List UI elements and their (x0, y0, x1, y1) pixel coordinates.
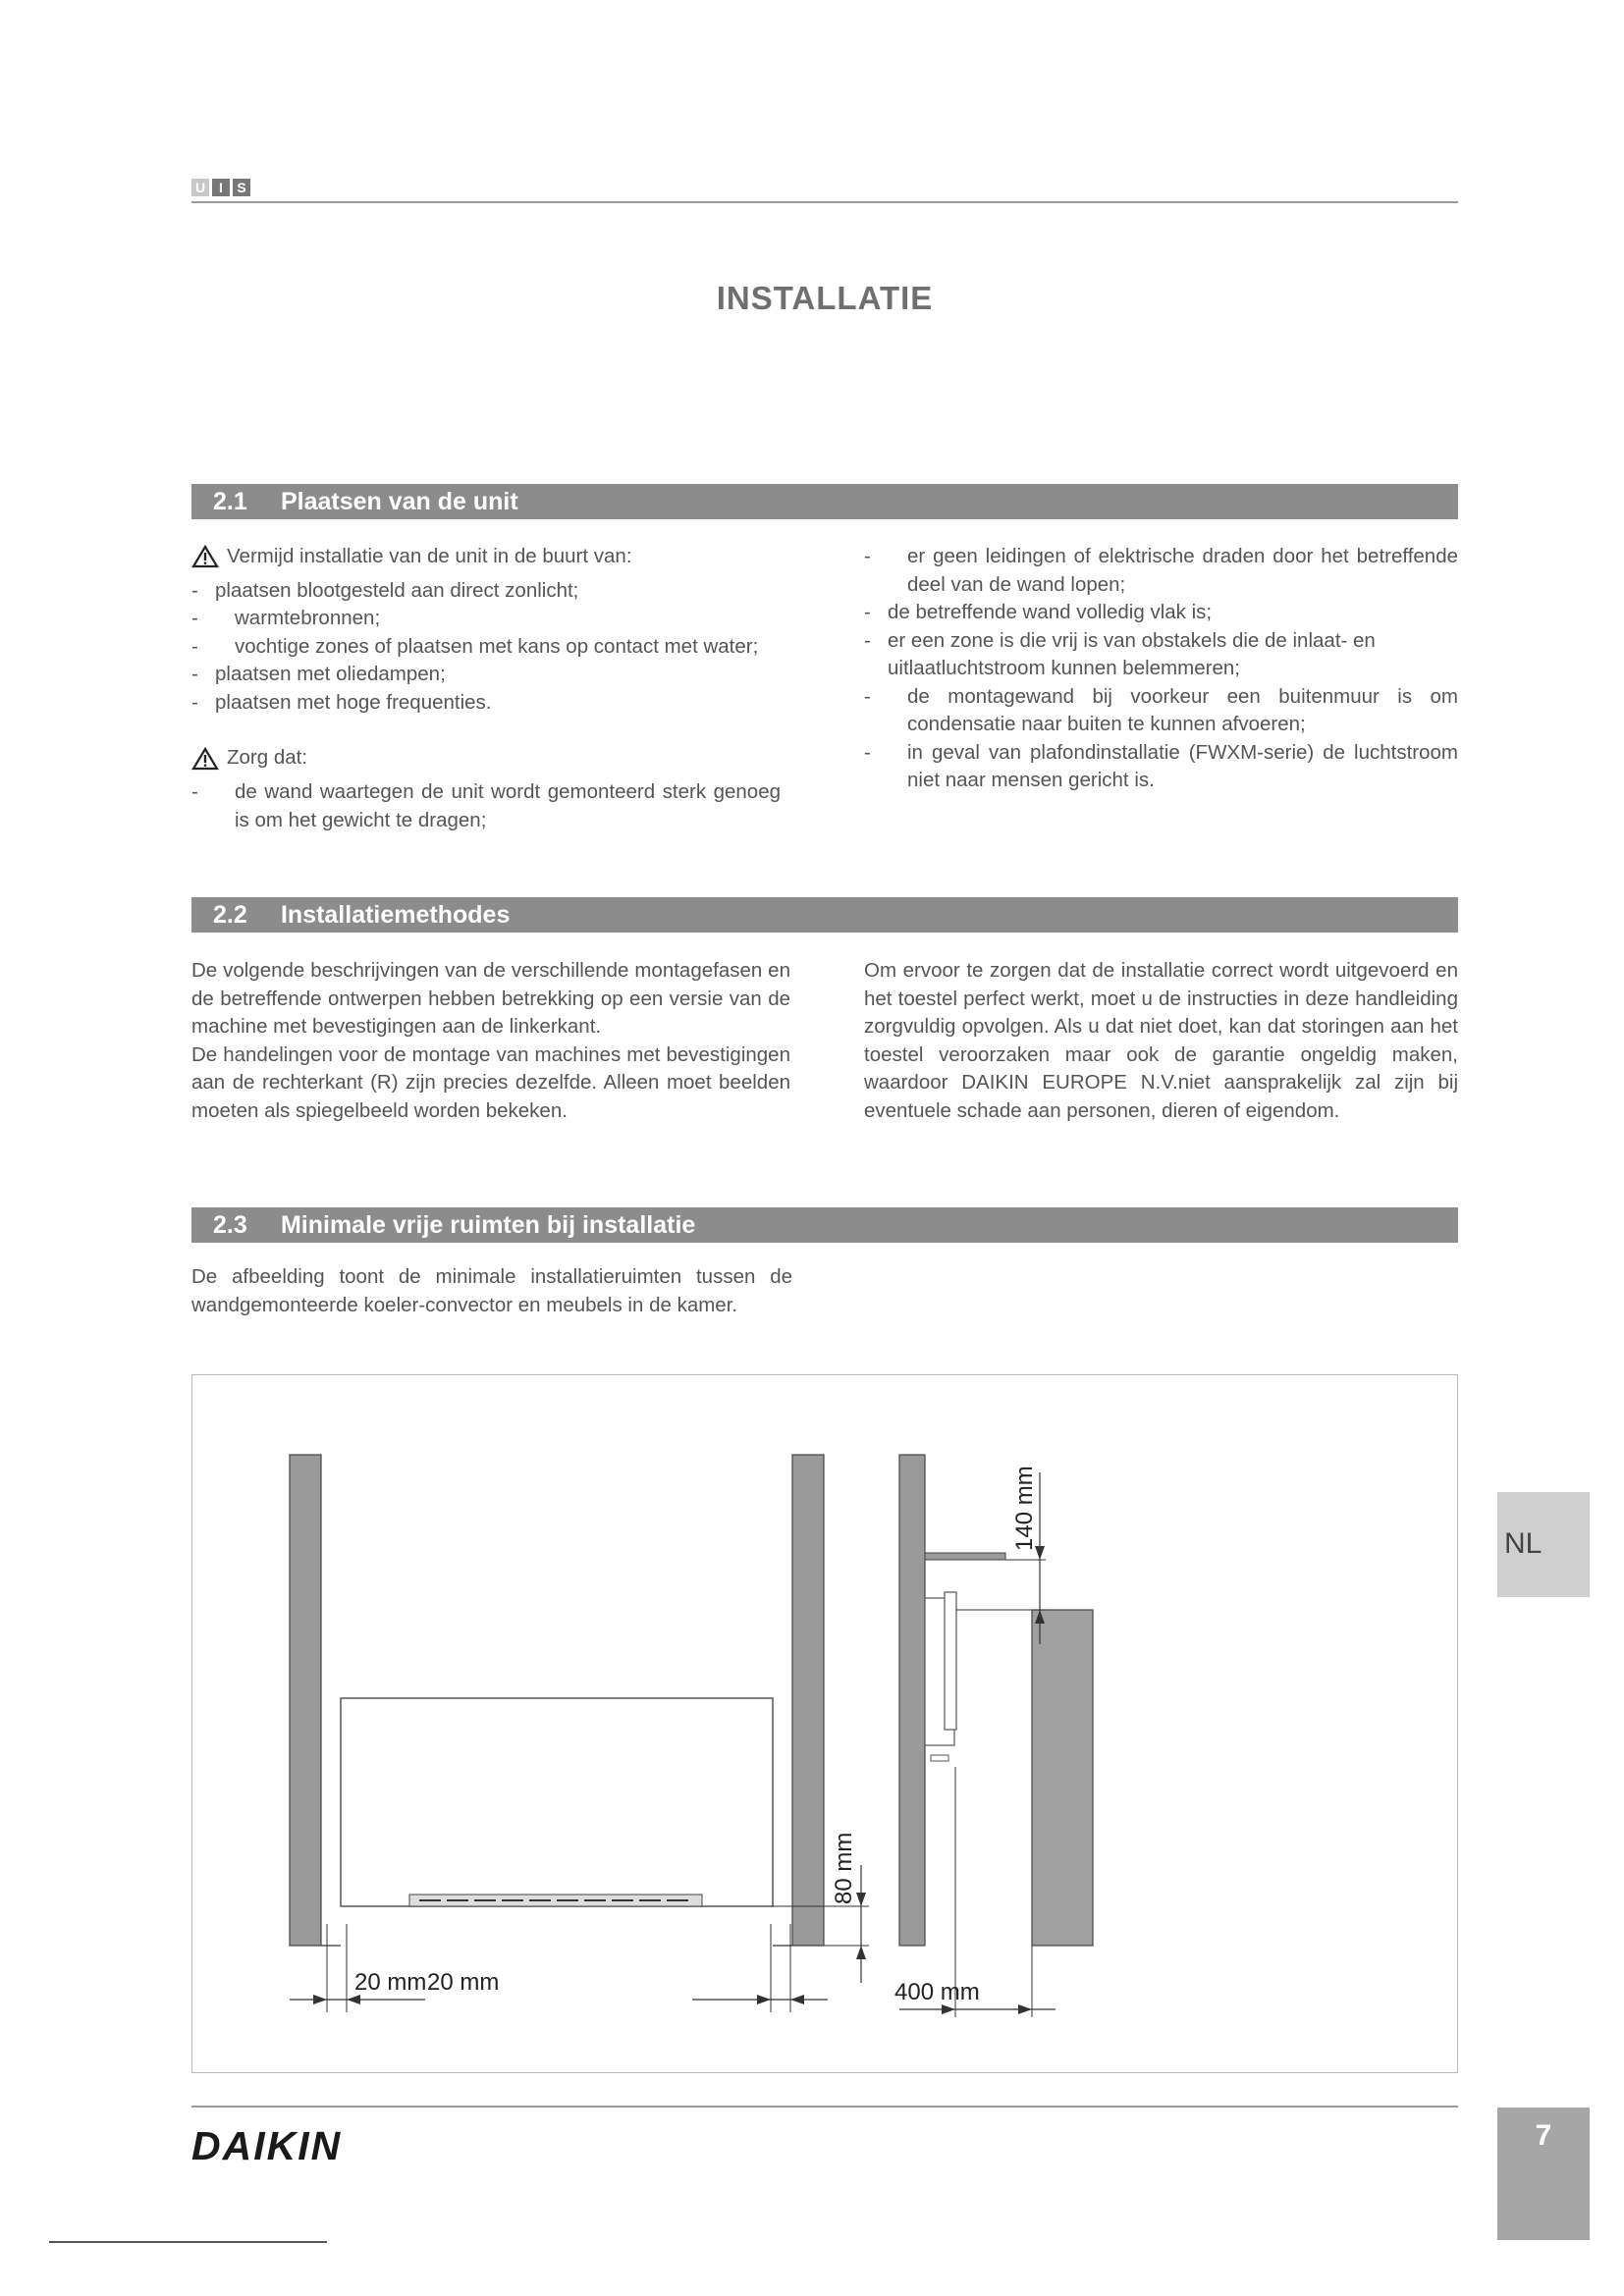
list-item: - er geen leidingen of elektrische draden door het betreffende deel van de wand lopen; (864, 543, 1458, 599)
ensure-intro (191, 744, 307, 773)
dim-bottom-label: 80 mm (831, 1832, 857, 1904)
shelf (925, 1553, 1005, 1560)
paragraph: De handelingen voor de montage van machines met bevestigingen aan de rechterkant (R) zijn precies dezelfde. Alleen moet beelden moeten als spiegelbeeld worden bekeken. (191, 1042, 790, 1122)
language-tab: NL (1497, 1492, 1590, 1597)
list-item: - er een zone is die vrij is van obstakels die de inlaat- en uitlaatluchtstroom kunnen belemmeren; (864, 627, 1458, 683)
uis-letter-u: U (191, 179, 209, 196)
list-item: - plaatsen blootgesteld aan direct zonlicht; (191, 577, 781, 606)
section-2-1-right-column (864, 543, 1458, 795)
section-heading-2-2 (191, 897, 1458, 933)
header-rule (191, 201, 1458, 203)
section-heading-2-1 (191, 484, 1458, 519)
uis-letter-s: S (233, 179, 250, 196)
paragraph: De volgende beschrijvingen van de verschillende montagefasen en de betreffende ontwerpen hebben betrekking op een versie van de machine met bevestigingen aan de linkerkant. (191, 959, 790, 1038)
left-wall (290, 1455, 321, 1946)
warning-icon (191, 747, 219, 771)
daikin-logo: DAIKIN (191, 2123, 343, 2168)
section-2-3-text (191, 1263, 792, 1319)
warning-icon (191, 545, 219, 568)
page-number: 7 (1497, 2108, 1590, 2240)
side-wall (899, 1455, 925, 1946)
installation-clearance-figure (191, 1374, 1458, 2073)
list-item: - de montagewand bij voorkeur een buitenmuur is om condensatie naar buiten te kunnen afvoeren; (864, 683, 1458, 739)
dim-left-label: 20 mm (354, 1969, 427, 1996)
fan-coil-unit-front (341, 1698, 773, 1906)
paragraph: Om ervoor te zorgen dat de installatie correct wordt uitgevoerd en het toestel perfect werkt, moet u de instructies in deze handleiding zorgvuldig opvolgen. Als u dat niet doet, kan dat storingen aan het toestel veroorzaken maar ook de garantie ongeldig maken, waardoor DAIKIN EUROPE N.V.niet aansprakelijk zal zijn bij eventuele schade aan personen, dieren of eigendom. (864, 959, 1458, 1122)
list-item: - de wand waartegen de unit wordt gemonteerd sterk genoeg is om het gewicht te dragen; (191, 778, 781, 834)
footer-rule (191, 2106, 1458, 2108)
section-2-2-right-column (864, 957, 1458, 1125)
paragraph: De afbeelding toont de minimale installatieruimten tussen de wandgemonteerde koeler-convector en meubels in de kamer. (191, 1265, 792, 1316)
list-item: - in geval van plafondinstallatie (FWXM-serie) de luchtstroom niet naar mensen gericht is. (864, 739, 1458, 795)
list-item: - warmtebronnen; (191, 605, 781, 633)
section-title: Installatiemethodes (280, 901, 511, 929)
list-item: - plaatsen met oliedampen; (191, 661, 781, 689)
right-wall (792, 1455, 824, 1946)
dim-right-label: 20 mm (427, 1969, 500, 1996)
dim-depth-label: 400 mm (894, 1979, 980, 2005)
page-title: INSTALLATIE (716, 280, 934, 316)
section-number: 2.2 (213, 901, 247, 929)
uis-letter-i: I (212, 179, 230, 196)
list-item: - de betreffende wand volledig vlak is; (864, 599, 1458, 627)
section-title: Plaatsen van de unit (280, 488, 518, 515)
section-number: 2.1 (213, 488, 247, 515)
section-2-1-left-column (191, 543, 781, 834)
dim-top-label: 140 mm (1011, 1466, 1038, 1551)
section-2-2-left-column (191, 957, 790, 1125)
list-item: - vochtige zones of plaatsen met kans op contact met water; (191, 633, 781, 662)
ensure-intro-text: Zorg dat: (227, 746, 308, 770)
uis-marker (191, 179, 250, 196)
section-title: Minimale vrije ruimten bij installatie (280, 1211, 696, 1239)
clearance-drawing (191, 1374, 1458, 2073)
section-number: 2.3 (213, 1211, 247, 1239)
furniture (1032, 1610, 1093, 1946)
section-heading-2-3 (191, 1207, 1458, 1243)
avoid-intro (191, 543, 632, 571)
list-item: - plaatsen met hoge frequenties. (191, 689, 781, 718)
avoid-intro-text: Vermijd installatie van de unit in de buurt van: (227, 545, 632, 567)
footer-line (49, 2241, 327, 2243)
